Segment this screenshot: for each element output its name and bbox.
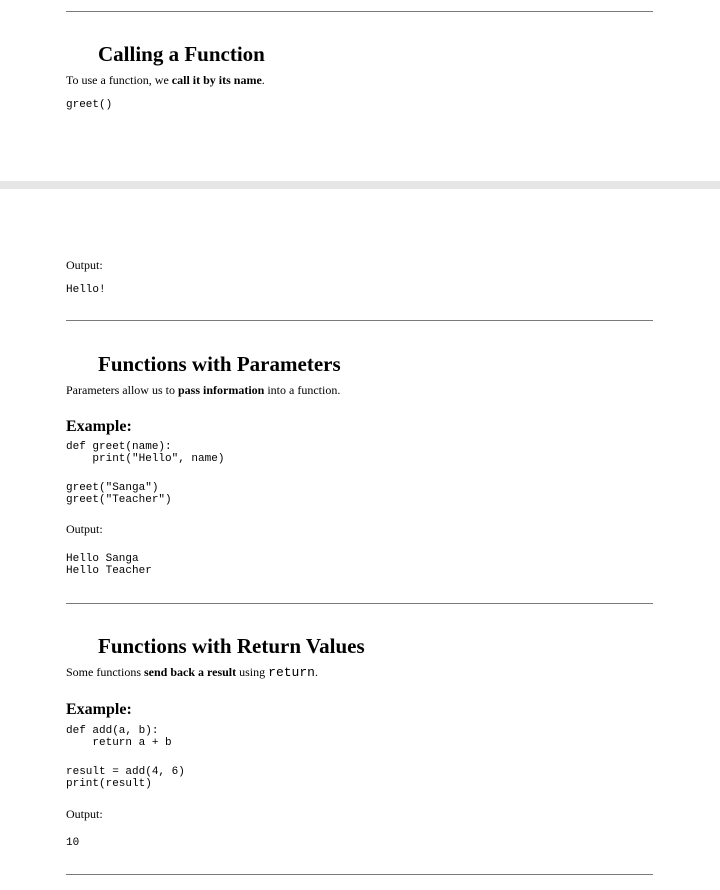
heading-functions-with-parameters: Functions with Parameters [98,352,341,376]
calling-intro-before: To use a function, we [66,73,172,87]
return-intro-after: . [314,665,318,679]
parameters-code-calls: greet("Sanga") greet("Teacher") [66,482,172,506]
parameters-output-label: Output: [66,522,103,536]
parameters-intro [66,382,340,398]
return-output-label: Output: [66,807,103,821]
divider-return [66,603,653,604]
divider-bottom [66,874,653,875]
calling-intro-bold: call it by its name [171,73,262,87]
return-intro [66,664,318,681]
heading-calling-a-function: Calling a Function [98,42,265,66]
calling-intro [66,72,265,88]
parameters-example-heading: Example: [66,418,132,435]
divider-top [66,11,653,12]
return-output-code: 10 [66,837,80,849]
return-example-heading: Example: [66,701,132,718]
return-code-calls: result = add(4, 6) print(result) [66,766,185,790]
return-intro-code: return [268,665,315,680]
parameters-code-def: def greet(name): print("Hello", name) [66,441,225,465]
return-intro-bold: send back a result [144,665,237,679]
divider-parameters [66,320,653,321]
parameters-intro-before: Parameters allow us to [66,383,178,397]
calling-code-block: greet() [66,99,113,111]
calling-intro-after: . [261,73,265,87]
calling-output-code: Hello! [66,284,106,296]
return-code-def: def add(a, b): return a + b [66,725,172,749]
return-intro-middle: using [236,665,269,679]
parameters-intro-bold: pass information [177,383,265,397]
return-intro-before: Some functions [66,665,144,679]
parameters-output-code: Hello Sanga Hello Teacher [66,553,152,577]
parameters-intro-after: into a function. [264,383,341,397]
page-break-band [0,181,720,189]
heading-functions-with-return-values: Functions with Return Values [98,634,365,658]
calling-output-label: Output: [66,258,103,272]
